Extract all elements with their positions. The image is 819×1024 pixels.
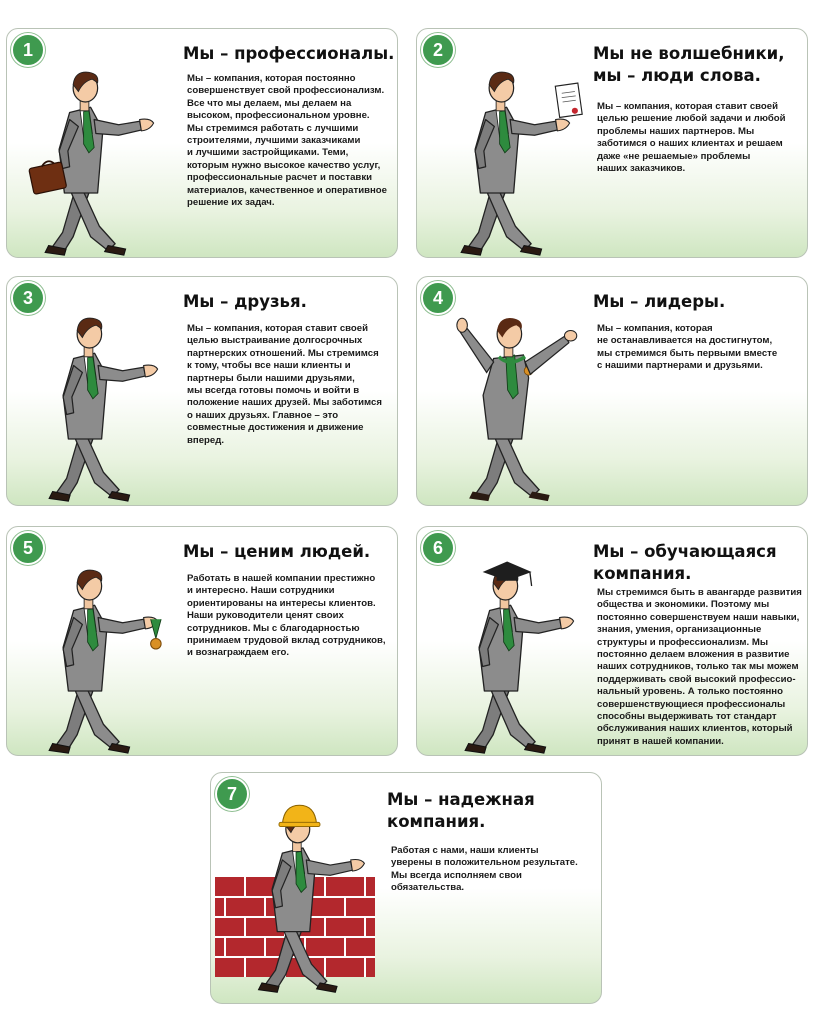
briefcase-icon xyxy=(29,161,67,194)
businessman-illustration xyxy=(21,299,191,506)
document-icon xyxy=(555,83,582,117)
card-5 xyxy=(6,526,398,756)
card-1 xyxy=(6,28,398,258)
number-badge: 5 xyxy=(11,531,45,565)
card-4 xyxy=(416,276,808,506)
number-badge: 7 xyxy=(215,777,249,811)
number-badge: 2 xyxy=(421,33,455,67)
card-title: Мы не волшебники, мы – люди слова. xyxy=(593,44,785,85)
card-2 xyxy=(416,28,808,258)
number-badge: 3 xyxy=(11,281,45,315)
number-badge: 6 xyxy=(421,531,455,565)
card-title: Мы – профессионалы. xyxy=(183,44,395,63)
number-badge: 4 xyxy=(421,281,455,315)
card-3 xyxy=(6,276,398,506)
card-title: Мы – лидеры. xyxy=(593,292,726,311)
card-text: Работать в нашей компании престижно и интересно. Наши сотрудники ориентированы на интересы клиентов. Наши руководители ценят своих сотрудников. Мы с благодарностью принимаем трудовой вклад сотрудников, и вознаграждаем его. xyxy=(187,573,386,659)
card-title: Мы – надежная компания. xyxy=(387,790,535,831)
card-text: Мы – компания, которая ставит своей целью выстраивание долгосрочных партнерских отношений. Мы стремимся к тому, чтобы все наши клиенты и партнеры были нашими друзьями, мы всегда готовы помочь и войти в положение наших друзей. Мы заботимся о наших друзьях. Главное – это совместные достижения и движение вперед. xyxy=(187,323,382,446)
card-text: Мы – компания, которая постоянно совершенствует свой профессионализм. Все что мы делаем, мы делаем на высоком, профессиональном уровне. Мы стремимся работать с лучшими строителями, лучшими заказчиками и лучшими застройщиками. Теми, которым нужно высокое качество услуг, профессиональные расчет и поставки материалов, качественное и оперативное решение их задач. xyxy=(187,73,387,209)
card-text: Мы – компания, которая ставит своей целью решение любой задачи и любой проблемы наших партнеров. Мы заботимся о наших клиентах и решаем даже «не решаемые» проблемы наших заказчиков. xyxy=(597,101,786,175)
number-badge: 1 xyxy=(11,33,45,67)
card-text: Мы – компания, которая не останавливается на достигнутом, мы стремимся быть первыми вместе с нашими партнерами и друзьями. xyxy=(597,323,778,372)
card-title: Мы – друзья. xyxy=(183,292,307,311)
businessman-illustration xyxy=(451,299,601,506)
businessman-illustration xyxy=(17,53,187,258)
businessman-illustration xyxy=(437,551,607,756)
card-title: Мы – обучающаяся компания. xyxy=(593,542,777,583)
card-6 xyxy=(416,526,808,756)
card-title: Мы – ценим людей. xyxy=(183,542,371,561)
medal-icon xyxy=(151,619,162,649)
card-7 xyxy=(210,772,602,1004)
card-text: Работая с нами, наши клиенты уверены в положительном результате. Мы всегда исполняем свои обязательства. xyxy=(391,845,578,894)
businessman-illustration xyxy=(21,551,191,756)
businessman-illustration xyxy=(433,53,603,258)
card-text: Мы стремимся быть в авангарде развития общества и экономики. Поэтому мы постоянно совершенствуем наши навыки, знания, умения, организационные структуры и профессионализм. Мы постоянно делаем вложения в развитие наших сотрудников, только так мы можем поддерживать свой высокий профессио- нальный уровень. А только постоянно совершенствующиеся профессионалы способны выдерживать тот стандарт обслуживания наших клиентов, который принят в нашей компании. xyxy=(597,587,802,747)
businessman-illustration xyxy=(229,795,399,1000)
hard-hat-icon xyxy=(279,805,320,826)
